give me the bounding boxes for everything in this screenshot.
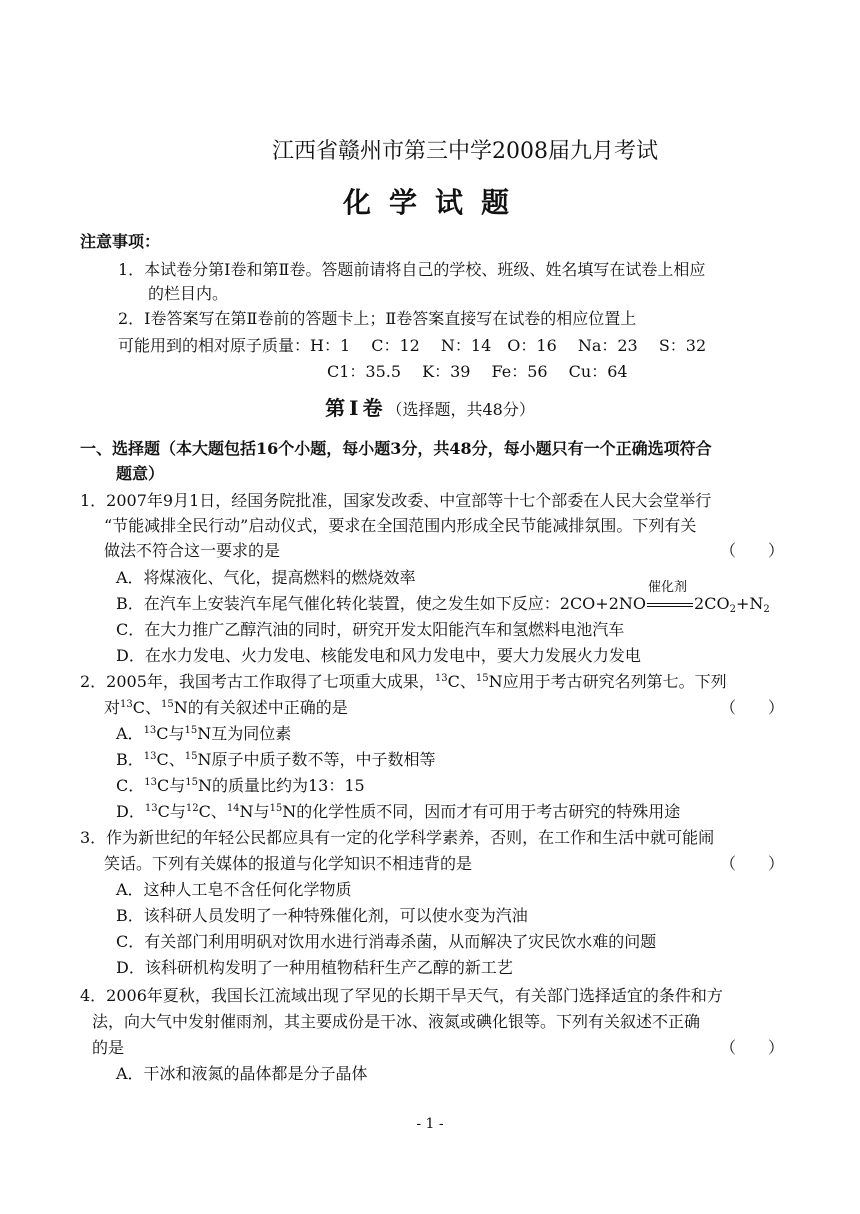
q2-stem-line-2 — [104, 698, 348, 718]
notes-item-1: 1．本试卷分第Ⅰ卷和第Ⅱ卷。答题前请将自己的学校、班级、姓名填写在试卷上相应 — [118, 260, 706, 279]
sup-15: 15 — [475, 673, 489, 684]
option-text: C与 — [156, 724, 185, 743]
q1-answer-blank: （ ） — [720, 541, 785, 560]
q2-option-b — [116, 750, 436, 770]
option-label: D． — [116, 802, 145, 821]
part-heading: 一、选择题（本大题包括16个小题，每小题3分，共48分，每小题只有一个正确选项符合 — [80, 439, 712, 458]
q2-text: C、 — [447, 672, 476, 691]
q1-option-c: C．在大力推广乙醇汽油的同时，研究开发太阳能汽车和氢燃料电池汽车 — [116, 620, 625, 639]
product-co2: 2CO — [694, 594, 730, 613]
option-text: N原子中质子数不等，中子数相等 — [197, 750, 436, 769]
q4-stem-line-3: 的是 — [92, 1038, 125, 1057]
q3-stem-line-2: 笑话。下列有关媒体的报道与化学知识不相违背的是 — [104, 854, 473, 873]
option-text: C与 — [157, 802, 186, 821]
section-title-sub: （选择题，共48分） — [386, 400, 535, 419]
q4-stem-line-2: 法，向大气中发射催雨剂，其主要成份是干冰、液氮或碘化银等。下列有关叙述不正确 — [92, 1012, 701, 1031]
q1-stem-line-1: 1．2007年9月1日，经国务院批准，国家发改委、中宣部等十七个部委在人民大会堂举行 — [80, 491, 712, 510]
notes-heading: 注意事项： — [80, 232, 161, 251]
q1-option-b — [116, 580, 770, 615]
q1-stem-line-3: 做法不符合这一要求的是 — [104, 541, 281, 560]
option-text: C与 — [156, 776, 186, 795]
q2-text: 2．2005年，我国考古工作取得了七项重大成果， — [80, 672, 435, 691]
atomic-mass-line-2: C1：35.5 K：39 Fe：56 Cu：64 — [327, 362, 628, 381]
option-label: B． — [116, 750, 144, 769]
sup-13: 13 — [144, 777, 157, 788]
option-text: N的化学性质不同，因而才有可用于考古研究的特殊用途 — [282, 802, 681, 821]
q1-option-b-text: B．在汽车上安装汽车尾气催化转化装置，使之发生如下反应：2CO+2NO — [116, 594, 647, 613]
q1-option-a: A．将煤液化、气化，提高燃料的燃烧效率 — [116, 568, 416, 587]
sup-15: 15 — [161, 699, 174, 710]
q2-stem-line-1 — [80, 672, 727, 692]
option-text: C、 — [198, 802, 227, 821]
q2-option-a — [116, 724, 291, 744]
q2-text: N应用于考古研究名列第七。下列 — [488, 672, 727, 691]
sup-14: 14 — [226, 803, 240, 814]
q1-option-d: D．在水力发电、火力发电、核能发电和风力发电中，要大力发展火力发电 — [116, 646, 641, 665]
product-n2: +N — [735, 594, 764, 613]
sup-13: 13 — [144, 803, 158, 814]
q4-stem-line-1: 4．2006年夏秋，我国长江流域出现了罕见的长期干旱天气，有关部门选择适宜的条件和方 — [80, 986, 723, 1005]
option-label: C． — [116, 776, 145, 795]
q3-option-d: D．该科研机构发明了一种用植物秸秆生产乙醇的新工艺 — [116, 958, 513, 977]
section-title — [0, 398, 860, 420]
exam-title: 江西省赣州市第三中学2008届九月考试 — [272, 139, 658, 164]
co2-subscript: 2 — [729, 604, 736, 615]
option-text: C、 — [156, 750, 185, 769]
page-number: - 1 - — [416, 1116, 444, 1132]
sup-12: 12 — [185, 803, 199, 814]
q4-answer-blank: （ ） — [720, 1038, 785, 1057]
notes-item-1-cont: 的栏目内。 — [148, 284, 229, 303]
sup-15: 15 — [269, 803, 283, 814]
q4-option-a: A．干冰和液氮的晶体都是分子晶体 — [116, 1064, 368, 1083]
sup-13: 13 — [120, 699, 133, 710]
q3-option-a: A．这种人工皂不含任何化学物质 — [116, 880, 352, 899]
option-text: N互为同位素 — [197, 724, 292, 743]
notes-item-2: 2．Ⅰ卷答案写在第Ⅱ卷前的答题卡上；Ⅱ卷答案直接写在试卷的相应位置上 — [118, 309, 637, 328]
equals-sign — [647, 603, 693, 607]
sup-13: 13 — [143, 725, 157, 736]
q2-option-c — [116, 776, 365, 796]
atomic-mass-line-1: 可能用到的相对原子质量：H：1 C：12 N：14 O：16 Na：23 S：32 — [118, 336, 707, 355]
sup-15: 15 — [184, 725, 198, 736]
q2-answer-blank: （ ） — [720, 698, 785, 717]
option-label: A． — [116, 724, 144, 743]
option-text: N与 — [239, 802, 270, 821]
catalyst-arrow — [646, 580, 694, 614]
sup-13: 13 — [434, 673, 448, 684]
q2-text: N的有关叙述中正确的是 — [173, 698, 348, 717]
section-title-main: 第Ⅰ卷 — [325, 396, 387, 420]
subject-title: 化学试题 — [342, 186, 527, 219]
catalyst-label: 催化剂 — [648, 580, 688, 595]
q1-stem-line-2: “节能减排全民行动”启动仪式，要求在全国范围内形成全民节能减排氛围。下列有关 — [104, 516, 697, 535]
q3-option-b: B．该科研人员发明了一种特殊催化剂，可以使水变为汽油 — [116, 906, 528, 925]
sup-15: 15 — [185, 777, 198, 788]
n2-subscript: 2 — [763, 604, 770, 615]
option-text: N的质量比约为13：15 — [197, 776, 365, 795]
q3-option-c: C．有关部门利用明矾对饮用水进行消毒杀菌，从而解决了灾民饮水难的问题 — [116, 932, 657, 951]
q3-answer-blank: （ ） — [720, 854, 785, 873]
part-heading-cont: 题意） — [116, 464, 165, 483]
q2-text: 对 — [104, 698, 121, 717]
q2-text: C、 — [132, 698, 161, 717]
q3-stem-line-1: 3．作为新世纪的年轻公民都应具有一定的化学科学素养，否则，在工作和生活中就可能闹 — [80, 828, 715, 847]
q2-option-d — [116, 802, 680, 822]
sup-15: 15 — [184, 751, 198, 762]
sup-13: 13 — [143, 751, 157, 762]
